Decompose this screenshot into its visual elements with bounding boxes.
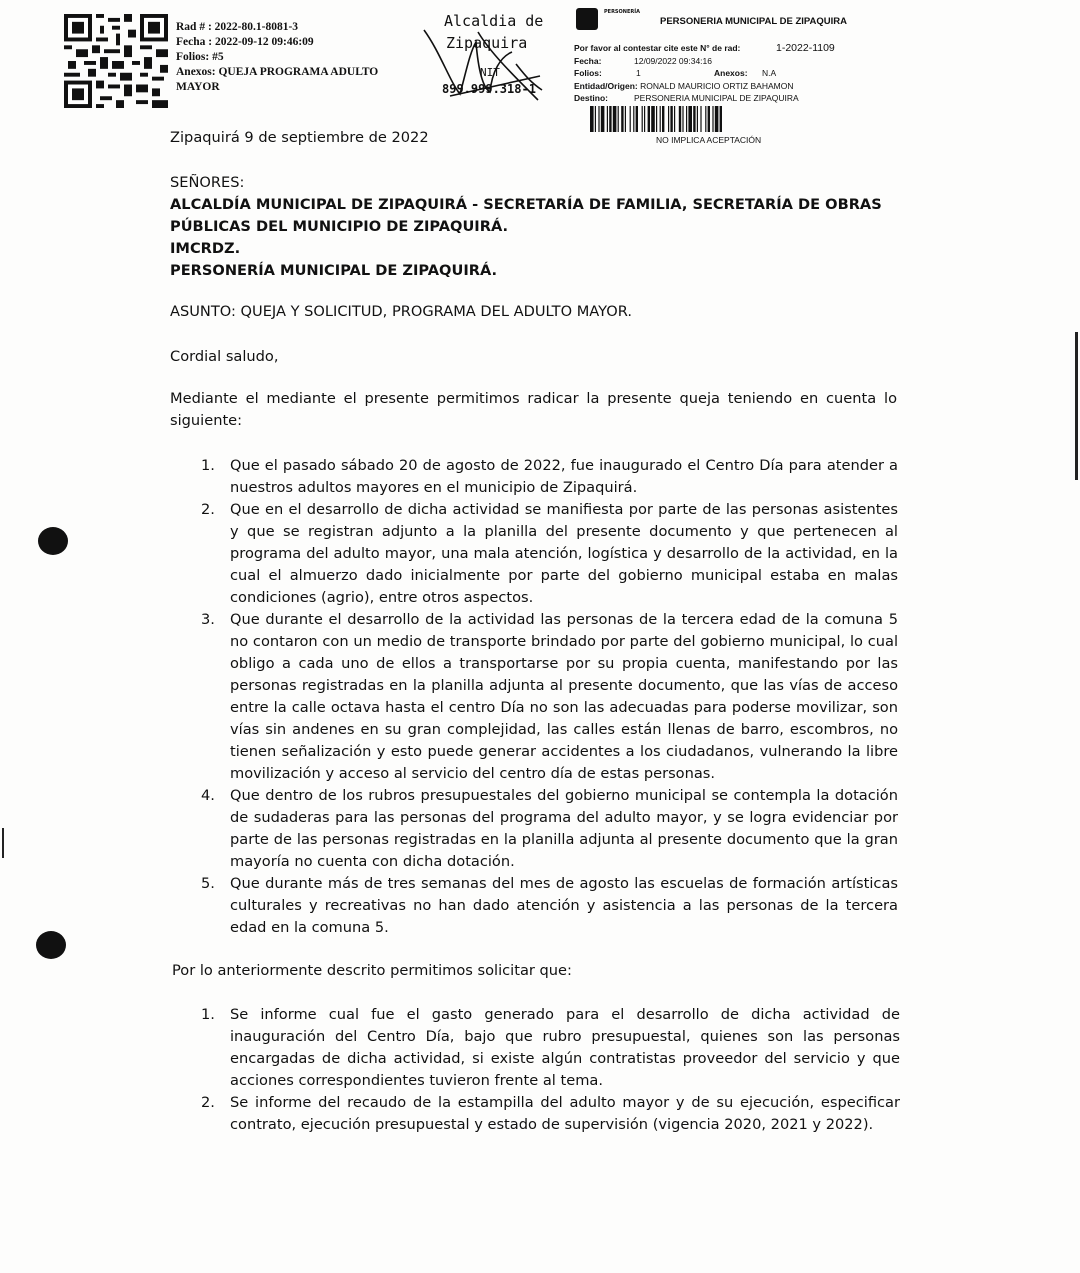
- barcode-bar: [697, 106, 698, 132]
- letter-greeting: Cordial saludo,: [170, 348, 279, 365]
- barcode-bar: [700, 106, 701, 132]
- cite-value: 1-2022-1109: [776, 42, 835, 54]
- barcode-bar: [693, 106, 695, 132]
- recipient-personeria: PERSONERÍA MUNICIPAL DE ZIPAQUIRÁ.: [170, 262, 498, 279]
- personeria-radicado: [574, 42, 835, 105]
- scan-edge-mark: [1075, 332, 1078, 480]
- seal-nit-number: 899.999.318-1: [442, 82, 536, 96]
- radicado-barcode: [590, 106, 842, 132]
- request-intro: Por lo anteriormente descrito permitimos solicitar que:: [172, 962, 572, 979]
- barcode-bar: [715, 106, 719, 132]
- radicado-anexos: Anexos: QUEJA PROGRAMA ADULTO MAYOR: [176, 66, 379, 93]
- barcode-bar: [609, 106, 611, 132]
- barcode-bar: [682, 106, 683, 132]
- complaint-text: Que dentro de los rubros presupuestales del gobierno municipal se contempla la dotación de sudaderas para las personas del programa del adulto mayor, y se logra evidenciar por parte de las personas registradas en la planilla adjunta al presente documento que la gran mayoría no cuenta con dicha dotación.: [230, 787, 898, 870]
- barcode-bar: [607, 106, 608, 132]
- barcode-bar: [674, 106, 675, 132]
- complaint-item: [195, 873, 898, 939]
- barcode-bar: [720, 106, 722, 132]
- complaint-text: Que en el desarrollo de dicha actividad se manifiesta por parte de las personas asistentes y que se registran adjunto a la planilla del presente documento y que pertenecen al programa del adulto mayor, una mala atención, logística y desarrollo de la actividad, en la cual el almuerzo dado inicialmente por parte del gobierno municipal estaba en malas condiciones (agrio), entre otros aspectos.: [230, 501, 898, 606]
- scan-edge-mark: [2, 828, 4, 858]
- anexos-value: N.A: [762, 68, 777, 78]
- barcode-bar: [636, 106, 638, 132]
- radicado-folios: Folios: #5: [176, 51, 224, 63]
- seal-nit-label: NIT: [480, 66, 500, 79]
- complaint-item: [195, 785, 898, 873]
- request-item: [195, 1092, 900, 1136]
- complaint-item: [195, 609, 898, 785]
- salutation-to: SEÑORES:: [170, 174, 245, 191]
- complaint-number: 1.: [201, 457, 215, 474]
- personeria-logo-text: PERSONERÍA: [604, 9, 640, 15]
- alcaldia-seal: [420, 12, 550, 112]
- punch-hole-mark: [38, 527, 68, 555]
- barcode-bar: [712, 106, 713, 132]
- anexos-label: Anexos:: [714, 68, 748, 78]
- barcode-bar: [651, 106, 655, 132]
- barcode-bar: [660, 106, 661, 132]
- fecha-label: Fecha:: [574, 55, 602, 66]
- barcode-bar: [686, 106, 687, 132]
- barcode-bar: [601, 106, 605, 132]
- barcode-bar: [613, 106, 617, 132]
- complaint-item: [195, 499, 898, 609]
- barcode-bar: [662, 106, 664, 132]
- complaint-number: 3.: [201, 611, 215, 628]
- request-number: 1.: [201, 1006, 215, 1023]
- stamp-footer: NO IMPLICA ACEPTACIÓN: [656, 135, 762, 145]
- fecha-value: 12/09/2022 09:34:16: [634, 55, 712, 66]
- seal-line-1: Alcaldia de: [444, 12, 544, 30]
- complaint-text: Que el pasado sábado 20 de agosto de 2022, fue inaugurado el Centro Día para atender a nuestros adultos mayores en el municipio de Zipaquirá.: [230, 457, 898, 496]
- personeria-title: PERSONERIA MUNICIPAL DE ZIPAQUIRA: [660, 16, 848, 27]
- destino-value: PERSONERIA MUNICIPAL DE ZIPAQUIRA: [634, 93, 799, 103]
- barcode-bar: [633, 106, 634, 132]
- origen-label: Entidad/Origen:: [574, 80, 638, 91]
- qr-code: [64, 14, 168, 108]
- barcode-bar: [656, 106, 657, 132]
- recipient-alcaldia: ALCALDÍA MUNICIPAL DE ZIPAQUIRÁ - SECRETARÍA DE FAMILIA, SECRETARÍA DE OBRAS PÚBLICAS DEL MUNICIPIO DE ZIPAQUIRÁ.: [170, 196, 882, 235]
- complaint-text: Que durante el desarrollo de la actividad las personas de la tercera edad de la comuna 5 no contaron con un medio de transporte brindado por parte del gobierno municipal, lo cual obligo a cada uno de ellos a transportarse por su propia cuenta, manifestando por las personas registradas en la planilla adjunta al presente documento, que las vías de acceso entre la calle octava hasta el centro Día no son las adecuadas para poderse movilizar, son vías sin andenes en su gran complejidad, las calles están llenas de barro, escombros, no tienen señalización y esto puede generar accidentes a los ciudadanos, vulnerando la libre movilización y acceso al servicio del centro día de estas personas.: [230, 611, 898, 782]
- folios-value: 1: [636, 68, 641, 78]
- origen-value: RONALD MAURICIO ORTIZ BAHAMON: [640, 80, 794, 91]
- recipient-imcrdz: IMCRDZ.: [170, 240, 241, 257]
- barcode-bar: [642, 106, 643, 132]
- barcode-bar: [705, 106, 706, 132]
- letter-intro: Mediante el mediante el presente permitimos radicar la presente queja teniendo en cuenta lo siguiente:: [170, 390, 897, 429]
- punch-hole-mark: [36, 931, 66, 959]
- barcode-bar: [621, 106, 623, 132]
- barcode-bar: [595, 106, 596, 132]
- barcode-bar: [618, 106, 619, 132]
- radicado-alcaldia: [176, 20, 406, 95]
- requests-list: [195, 1004, 900, 1136]
- barcode-bar: [670, 106, 672, 132]
- barcode-bar: [679, 106, 681, 132]
- complaint-number: 5.: [201, 875, 215, 892]
- radicado-date: Fecha : 2022-09-12 09:46:09: [176, 36, 314, 48]
- barcode-bar: [708, 106, 710, 132]
- letter-subject: ASUNTO: QUEJA Y SOLICITUD, PROGRAMA DEL ADULTO MAYOR.: [170, 303, 633, 320]
- request-item: [195, 1004, 900, 1092]
- handwritten-signature: [420, 12, 550, 112]
- request-text: Se informe del recaudo de la estampilla del adulto mayor y de su ejecución, especificar contrato, ejecución presupuestal y estado de supervisión (vigencia 2020, 2021 y 2022).: [230, 1094, 900, 1133]
- barcode-bar: [648, 106, 650, 132]
- complaint-number: 2.: [201, 501, 215, 518]
- seal-line-2: Zipaquira: [446, 34, 528, 52]
- barcode-bar: [625, 106, 626, 132]
- cite-label: Por favor al contestar cite este N° de rad:: [574, 43, 741, 53]
- barcode-bar: [630, 106, 631, 132]
- request-text: Se informe cual fue el gasto generado para el desarrollo de dicha actividad de inauguración del Centro Día, bajo que rubro presupuestal, quienes son las personas encargadas de dicha actividad, si existe algún contratistas proveedor del servicio y que acciones correspondientes tuvieron frente al tema.: [230, 1006, 900, 1089]
- barcode-bar: [598, 106, 599, 132]
- barcode-bar: [688, 106, 692, 132]
- complaint-number: 4.: [201, 787, 215, 804]
- destino-label: Destino:: [574, 93, 608, 103]
- complaint-item: [195, 455, 898, 499]
- personeria-logo-icon: [576, 8, 598, 30]
- letter-date: Zipaquirá 9 de septiembre de 2022: [170, 129, 429, 146]
- folios-label: Folios:: [574, 68, 602, 78]
- barcode-bar: [590, 106, 594, 132]
- barcode-bar: [668, 106, 669, 132]
- barcode-bar: [644, 106, 645, 132]
- recipients: [170, 172, 910, 282]
- radicado-number: Rad # : 2022-80.1-8081-3: [176, 21, 299, 33]
- complaint-text: Que durante más de tres semanas del mes de agosto las escuelas de formación artísticas culturales y recreativas no han dado atención y asistencia a las personas de la tercera edad en la comuna 5.: [230, 875, 898, 936]
- complaints-list: [195, 455, 898, 939]
- request-number: 2.: [201, 1094, 215, 1111]
